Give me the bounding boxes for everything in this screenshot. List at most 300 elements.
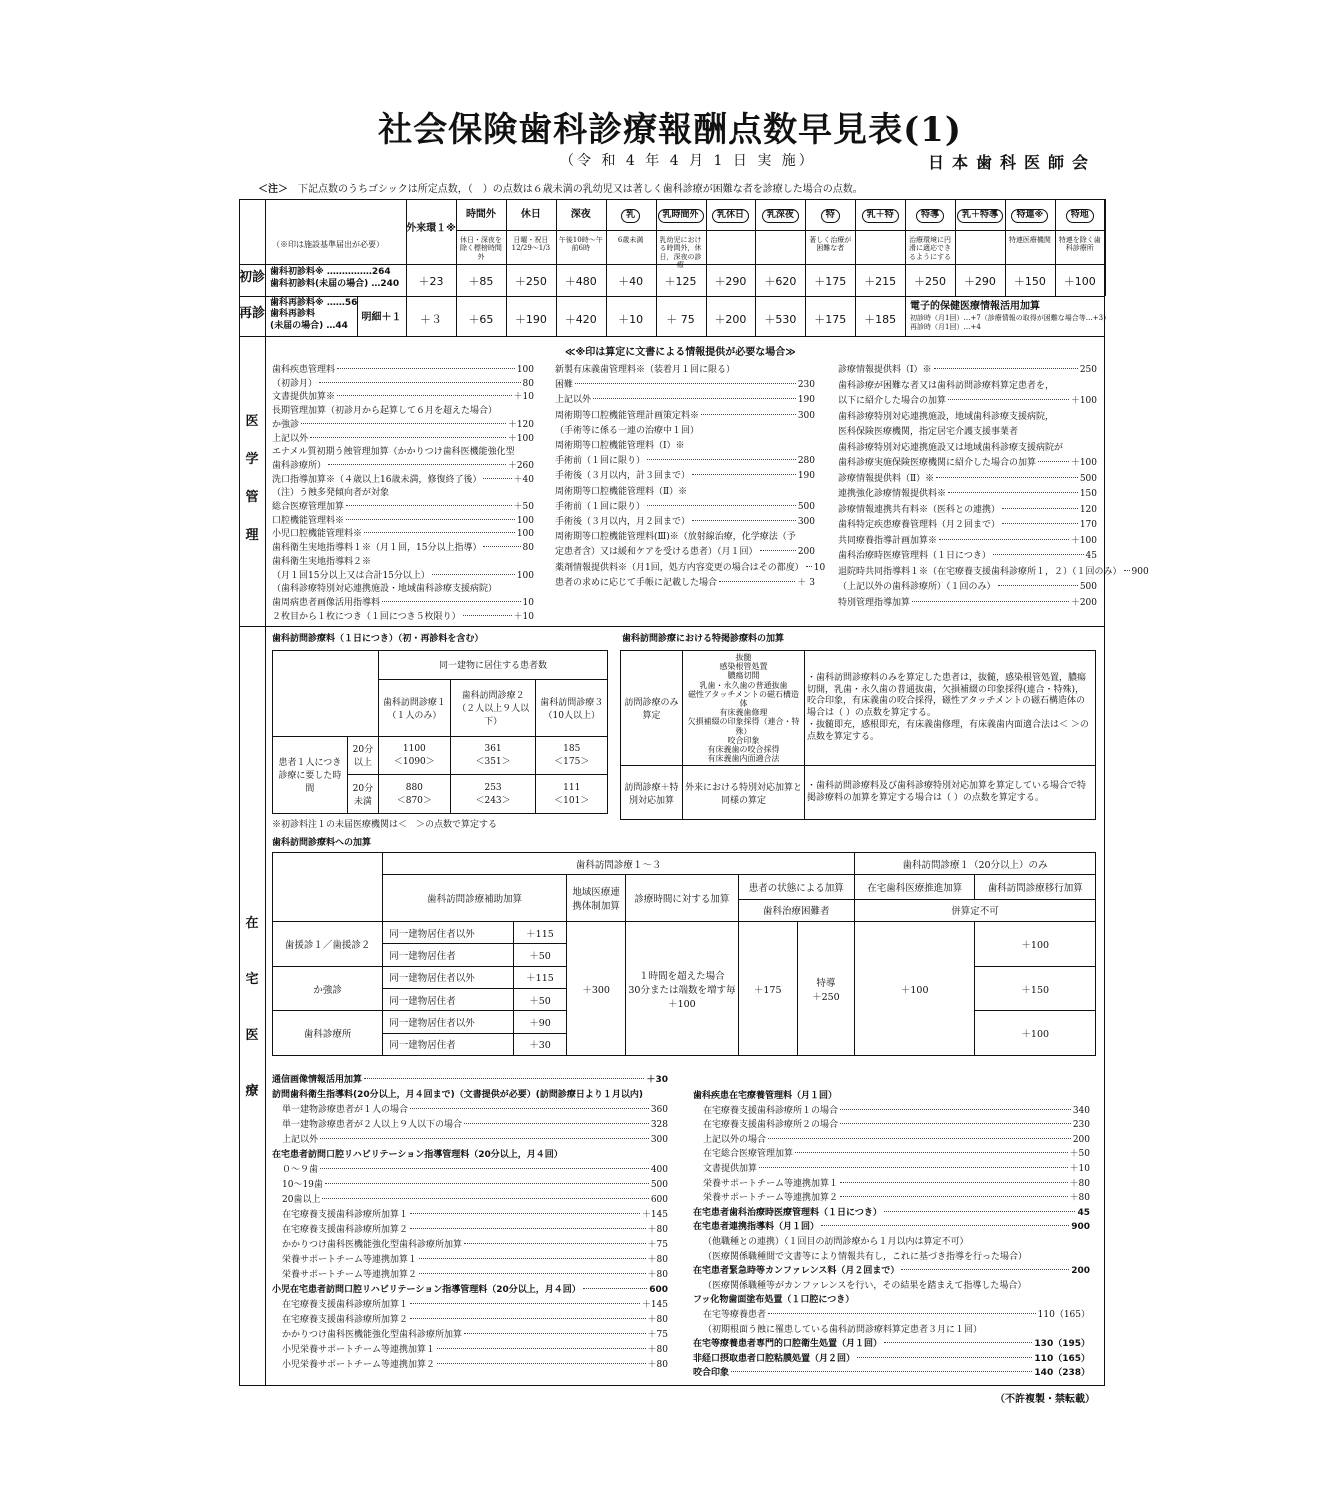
column-header: 特 — [821, 209, 840, 223]
list-item — [703, 1146, 1090, 1159]
list-item-label: 歯科疾患在宅療養管理料（月１回） — [693, 1091, 838, 1101]
list-item-label: 咬合印象 — [693, 1368, 730, 1379]
list-item-label: （上記以外の歯科診療所）（１回のみ） — [838, 582, 996, 592]
list-item-label: 在宅総合医療管理加算 — [703, 1149, 794, 1160]
list-item-value: 45 — [1077, 1207, 1090, 1218]
kasan-chiiki-value: ＋300 — [567, 922, 626, 1056]
list-item — [703, 1132, 1090, 1145]
list-item-value: ＋50 — [1069, 1149, 1090, 1160]
list-item-label: 20歯以上 — [282, 1195, 321, 1205]
leader-dots — [364, 1078, 644, 1079]
list-item — [555, 560, 826, 573]
kasan-sub: 同一建物居住者 — [383, 1033, 514, 1055]
list-item-value: ＋80 — [647, 1225, 668, 1235]
shoshin-value: ＋290 — [714, 275, 747, 288]
section-label-char: 宅 — [245, 972, 259, 987]
list-item — [693, 1336, 1090, 1349]
list-item — [272, 417, 534, 430]
list-item — [838, 455, 1097, 468]
list-item — [693, 1351, 1090, 1364]
leader-dots — [1002, 523, 1078, 524]
list-item — [703, 1278, 1090, 1291]
leader-dots — [884, 1211, 1076, 1212]
leader-dots — [463, 615, 512, 616]
list-item-label: 訪問歯科衛生指導料(20分以上，月４回まで)（文書提供が必要）(訪問診療日より１月以内) — [272, 1090, 643, 1100]
leader-dots — [322, 1198, 648, 1199]
list-item-label: 非経口摂取患者口腔粘膜処置（月２回） — [693, 1353, 856, 1364]
list-item-value: 600 — [649, 1285, 668, 1295]
leader-dots — [337, 368, 515, 369]
saishin-value: ＋200 — [714, 313, 747, 326]
list-item-value: 300 — [650, 1135, 668, 1145]
list-item — [272, 1147, 668, 1160]
list-item-label: （他職種との連携）（１回目の訪問診療から１月以内は算定不可） — [703, 1237, 969, 1247]
row-20up: 20分以上 — [347, 736, 378, 775]
list-item — [282, 1252, 668, 1265]
column-header: 深夜 — [570, 209, 591, 220]
shoshin-value: ＋125 — [664, 275, 697, 288]
list-item-label: 小児栄養サポートチーム等連携加算１ — [282, 1345, 436, 1355]
list-item-value: 500 — [650, 1180, 668, 1190]
list-item-label: フッ化物歯面塗布処置（１口腔につき） — [693, 1295, 855, 1306]
list-item — [703, 1103, 1090, 1116]
leader-dots — [410, 1108, 649, 1109]
list-item-label: 歯科治療時医療管理料（１日につき） — [838, 551, 991, 561]
effective-date: （令 和 4 年 4 月 1 日 実 施） — [560, 153, 816, 169]
list-item-value: 80 — [522, 378, 534, 389]
leader-dots — [759, 1167, 1068, 1168]
list-item-label: かかりつけ歯科医機能強化型歯科診療所加算 — [282, 1240, 463, 1250]
list-item-label: 総合医療管理加算 — [272, 502, 345, 512]
list-item-label: 口腔機能管理料※ — [272, 515, 345, 526]
leader-dots — [437, 1363, 646, 1364]
kasan-ikou-value: ＋100 — [975, 922, 1096, 967]
houmon-value: 111 ＜101＞ — [536, 775, 608, 814]
list-item — [693, 1088, 1090, 1101]
leader-dots — [857, 1357, 1032, 1358]
column-header-cell — [706, 208, 756, 223]
list-item-value: 340 — [1072, 1105, 1090, 1116]
leader-dots — [993, 554, 1084, 555]
column-divider — [1105, 199, 1106, 296]
list-item — [272, 609, 534, 622]
houmon-value: 253 ＜243＞ — [450, 775, 536, 814]
list-item — [555, 484, 815, 497]
column-header: 特導 — [916, 209, 944, 223]
leader-dots — [346, 505, 512, 506]
tokurei-title: 歯科訪問診療における特掲診療料の加算 — [622, 634, 785, 644]
list-item-label: 通信画像情報活用加算 — [272, 1075, 363, 1085]
kasan-suishin: 在宅歯科医療推進加算 — [854, 875, 974, 899]
saishin-value: ＋530 — [764, 313, 797, 326]
leader-dots — [364, 532, 515, 533]
section-label-char: 医 — [245, 1028, 259, 1043]
tokurei-left-2: 訪問診療＋特別対応加算 — [621, 766, 683, 820]
list-item-label: 薬剤情報提供料※（月1回，処方内容変更の場合はその都度） — [555, 562, 804, 573]
leader-dots — [410, 1213, 640, 1214]
list-item-label: 栄養サポートチーム等連携加算１ — [282, 1255, 418, 1265]
list-item-label: （注）う蝕多発傾向者が対象 — [272, 488, 390, 499]
shoshin-value: ＋175 — [814, 275, 847, 288]
list-item-label: 共同療養指導計画加算※ — [838, 535, 938, 546]
column-header: 時間外 — [465, 209, 496, 220]
list-item-value: ＋10 — [513, 392, 534, 403]
list-item-value: 900 — [1131, 566, 1149, 577]
list-item-label: （初診月） — [272, 378, 318, 389]
list-item-label: 小児栄養サポートチーム等連携加算２ — [282, 1360, 436, 1370]
column-header-cell — [955, 208, 1005, 223]
leader-dots — [432, 574, 515, 575]
leader-dots — [912, 601, 1069, 602]
list-item — [703, 1190, 1090, 1203]
kasan-group: か強診 — [273, 966, 383, 1011]
page-title: 社会保険歯科診療報酬点数早見表(1) — [378, 110, 962, 150]
list-item-label: 歯科診療所） — [272, 460, 327, 471]
shoshin-line: 歯科初診料※ ……………264 — [270, 267, 391, 277]
list-item — [555, 529, 815, 542]
list-item — [838, 393, 1097, 406]
list-item-value: ＋100 — [1070, 458, 1097, 468]
leader-dots — [320, 1168, 649, 1169]
list-item — [282, 1267, 668, 1280]
list-item-value: ＋ 3 — [797, 577, 815, 588]
list-item — [838, 517, 1097, 530]
list-item-value: 500 — [1079, 582, 1097, 592]
list-item-label: 上記以外 — [555, 395, 592, 406]
houmon-title: 歯科訪問診療料（１日につき）（初・再診料を含む） — [272, 634, 484, 644]
list-item — [693, 1205, 1090, 1218]
section-label-char: 管 — [245, 490, 259, 505]
list-item-label: 歯科疾患管理料 — [272, 365, 336, 375]
list-item — [272, 1072, 668, 1085]
column-header-cell — [556, 208, 606, 221]
leader-dots — [948, 492, 1078, 493]
column-header-cell — [1005, 208, 1055, 223]
list-item — [555, 438, 815, 451]
houmon-col-3: 歯科訪問診療３（10人以上） — [536, 679, 608, 736]
column-subheader: 治療環境に円滑に適応できるようにする — [909, 236, 952, 261]
list-item-label: 小児在宅患者訪問口腔リハビリテーション指導管理料（20分以上，月４回） — [272, 1285, 581, 1295]
list-item-label: 在宅患者連携指導料（月１回） — [693, 1222, 820, 1233]
saishin-value: ＋420 — [564, 313, 597, 326]
shoshin-line: 歯科初診料(未届の場合) …240 — [270, 278, 400, 289]
kasan-h2: 歯科訪問診療１（20分以上）のみ — [854, 853, 1095, 875]
kasan-value: ＋115 — [513, 966, 566, 988]
list-item-label: 特別管理指導加算 — [838, 597, 911, 608]
list-item-label: 定患者含）又は緩和ケアを受ける患者）（月１回） — [555, 547, 758, 558]
list-item-value: 360 — [650, 1105, 668, 1115]
list-item — [282, 1222, 668, 1235]
list-item-label: 歯科衛生実地指導料２※ — [272, 556, 372, 567]
column-subheader: 著しく治療が困難な者 — [809, 236, 852, 253]
kasan-sub: 同一建物居住者以外 — [383, 922, 514, 944]
list-item — [703, 1249, 1090, 1262]
leader-dots — [731, 1371, 1032, 1372]
leader-dots — [760, 550, 796, 551]
leader-dots — [437, 1348, 646, 1349]
kasan-hosyo: 歯科訪問診療補助加算 — [383, 875, 567, 922]
column-header-cell — [905, 208, 955, 223]
column-header: 乳 — [621, 209, 640, 223]
kasan-tokudo-value: 特導 ＋250 — [797, 922, 854, 1056]
list-item-value: ＋100 — [1070, 535, 1097, 546]
list-item-label: 歯科診療が困難な者又は歯科訪問診療料算定患者を， — [838, 380, 1055, 391]
list-item-value: ＋75 — [647, 1330, 668, 1340]
column-header: 乳休日 — [712, 209, 749, 223]
list-item — [838, 502, 1097, 515]
list-item-label: 在宅療養支援歯科診療所加算１ — [282, 1210, 409, 1220]
list-item — [282, 1117, 668, 1130]
list-item-value: 250 — [1079, 365, 1097, 375]
list-item-label: 栄養サポートチーム等連携加算１ — [703, 1178, 839, 1189]
shoshin-value: ＋40 — [618, 275, 644, 288]
organization-name: 日本歯科医師会 — [928, 153, 1097, 172]
column-header-cell — [456, 208, 506, 221]
list-item-value: ＋50 — [513, 502, 534, 512]
list-item — [555, 499, 815, 512]
shoshin-note: ※初診料注１の未届医療機関は＜ ＞の点数で算定する — [272, 820, 498, 830]
leader-dots — [840, 1182, 1068, 1183]
list-item-label: 上記以外の場合 — [703, 1134, 767, 1145]
leader-dots — [1002, 508, 1078, 509]
list-item-label: 洗口指導加算※（４歳以上16歳未満，修復終了後） — [272, 474, 482, 485]
shoshin-value: ＋480 — [564, 275, 597, 288]
list-item-label: 以下に紹介した場合の加算 — [838, 396, 947, 406]
kasan-group: 歯科診療所 — [273, 1011, 383, 1056]
leader-dots — [692, 520, 796, 521]
kasan-jikan: 診療時間に対する加算 — [626, 875, 738, 922]
list-item-label: 文書提供加算 — [703, 1164, 758, 1174]
tokurei-right-2: ・歯科訪問診療料及び歯科診療特別対応加算を算定している場合で特掲診療料の加算を算定する場合は（ ）の点数を算定する。 — [805, 766, 1096, 820]
saishin-value: ＋ 75 — [666, 313, 695, 326]
column-header-cell — [855, 208, 905, 223]
leader-dots — [795, 1152, 1068, 1153]
leader-dots — [419, 1258, 646, 1259]
list-item-label: ０〜９歯 — [282, 1165, 319, 1175]
leader-dots — [701, 414, 796, 415]
list-item-value: 200 — [1071, 1266, 1090, 1277]
section-label-char: 医 — [245, 414, 259, 429]
list-item — [272, 431, 534, 444]
list-item — [282, 1237, 668, 1250]
list-item — [703, 1176, 1090, 1189]
saishin-line: 歯科再診料※ ……56 — [270, 298, 358, 308]
list-item-value: ＋80 — [647, 1255, 668, 1265]
houmon-value: 185 ＜175＞ — [536, 736, 608, 775]
shoshin-items — [270, 267, 399, 290]
saishin-items — [270, 298, 357, 332]
list-item — [555, 468, 815, 481]
column-header: 特地 — [1066, 209, 1094, 223]
list-item — [555, 408, 815, 421]
note — [258, 180, 863, 195]
list-item-value: ＋75 — [647, 1240, 668, 1250]
list-item — [693, 1365, 1090, 1378]
leader-dots — [768, 1313, 1036, 1314]
saishin-line: 歯科再診料 — [270, 309, 316, 320]
list-item-value: 400 — [650, 1165, 668, 1175]
kasan-title: 歯科訪問診療料への加算 — [272, 838, 372, 848]
leader-dots — [410, 1303, 640, 1304]
list-item-value: 10 — [813, 562, 826, 573]
list-item — [703, 1117, 1090, 1130]
leader-dots — [840, 1123, 1071, 1124]
column-header-cell — [805, 208, 855, 223]
leader-dots — [593, 398, 796, 399]
leader-dots — [934, 368, 1078, 369]
igaku-header: ≪※印は算定に文書による情報提供が必要な場合≫ — [565, 347, 796, 358]
houmon-col-1: 歯科訪問診療１（１人のみ） — [379, 679, 451, 736]
list-item-value: 170 — [1079, 520, 1097, 530]
list-item — [272, 581, 534, 594]
list-item-label: 在宅患者訪問口腔リハビリテーション指導管理料（20分以上，月４回） — [272, 1150, 563, 1160]
saishin-value: ＋65 — [468, 313, 494, 326]
column-header: 特連※ — [1011, 209, 1048, 223]
list-item — [272, 458, 534, 471]
list-item — [282, 1357, 668, 1370]
leader-dots — [840, 1109, 1071, 1110]
list-item-value: ＋120 — [507, 419, 534, 430]
list-item — [693, 1292, 1090, 1305]
list-item-value: ＋80 — [647, 1345, 668, 1355]
list-item — [272, 1087, 668, 1100]
list-item — [838, 424, 1097, 437]
kasan-heisan: 併算定不可 — [854, 899, 1095, 921]
list-item-value: 230 — [1072, 1120, 1090, 1131]
list-item-label: 在宅療養支援歯科診療所２の場合 — [703, 1120, 839, 1131]
leader-dots — [325, 1183, 649, 1184]
shoshin-value: ＋215 — [864, 275, 897, 288]
list-item-label: 手術後（３月以内，計３回まで） — [555, 471, 691, 482]
list-item-label: 新製有床義歯管理料※（装着月１回に限る） — [555, 365, 736, 375]
saishin-value: ＋175 — [814, 313, 847, 326]
list-item-value: 110（165） — [1037, 1310, 1090, 1320]
saishin-label: 再診 — [239, 306, 266, 321]
list-item-value: 230 — [797, 380, 815, 391]
denshi-title: 電子的保健医療情報活用加算 — [910, 301, 1040, 312]
list-item — [272, 513, 534, 526]
kasan-ikou: 歯科訪問診療移行加算 — [975, 875, 1096, 899]
list-item-value: 100 — [516, 529, 534, 540]
list-item-label: 診療情報提供料（Ⅱ）※ — [838, 473, 935, 484]
list-item-label: 在宅患者歯科治療時医療管理料（１日につき） — [693, 1207, 882, 1218]
houmon-value: 880 ＜870＞ — [379, 775, 451, 814]
list-item — [272, 362, 534, 375]
list-item — [272, 376, 534, 389]
list-item-value: 120 — [1079, 504, 1097, 515]
list-item — [555, 544, 815, 557]
list-item-value: ＋145 — [641, 1210, 668, 1220]
list-item-label: 手術後（３月以内，月２回まで） — [555, 517, 691, 527]
houmon-col-2: 歯科訪問診療２（２人以上９人以下） — [450, 679, 536, 736]
leader-dots — [768, 1138, 1071, 1139]
saishin-section-label — [239, 302, 265, 321]
list-item — [272, 389, 534, 402]
list-item — [282, 1102, 668, 1115]
list-item-label: 単一建物診療患者が２人以上９人以下の場合 — [282, 1120, 463, 1130]
patient-time-label: 患者１人につき診療に要した時間 — [273, 736, 348, 813]
list-item-value: 100 — [516, 515, 534, 526]
column-header-cell — [606, 208, 656, 223]
kasan-value: ＋50 — [513, 989, 566, 1011]
leader-dots — [939, 539, 1069, 540]
note-prefix: ＜注＞ — [258, 184, 288, 195]
section-label-char: 理 — [245, 528, 259, 543]
list-item-label: 歯科診療特別対応連携施設，地域歯科診療支援病院， — [838, 411, 1055, 422]
list-item-label: か強診 — [272, 419, 300, 430]
leader-dots — [483, 546, 520, 547]
shoshin-value: ＋250 — [514, 275, 547, 288]
shoshin-value: ＋100 — [1063, 275, 1096, 288]
leader-dots — [301, 423, 506, 424]
list-item-label: （手術等に係る一連の治療中１回） — [555, 425, 700, 436]
leader-dots — [936, 477, 1078, 478]
kasan-sub: 同一建物居住者以外 — [383, 966, 514, 988]
list-item-value: ＋10 — [1069, 1164, 1090, 1174]
tokurei-table — [620, 650, 1096, 820]
list-item — [282, 1327, 668, 1340]
leader-dots — [419, 1273, 646, 1274]
leader-dots — [410, 1228, 646, 1229]
saishin-value: ＋10 — [618, 313, 644, 326]
list-item-label: （初期根面う蝕に罹患している歯科訪問診療料算定患者３月に１回） — [703, 1324, 983, 1335]
list-item-label: 単一建物診療患者が１人の場合 — [282, 1105, 409, 1115]
leader-dots — [692, 474, 796, 475]
list-item-value: 600 — [650, 1195, 668, 1205]
kasan-group: 歯援診１／歯援診２ — [273, 922, 383, 967]
column-header: 乳時間外 — [658, 209, 704, 223]
leader-dots — [884, 1342, 1032, 1343]
houmon-table — [272, 650, 608, 814]
list-item — [272, 403, 534, 416]
leader-dots — [1038, 461, 1069, 462]
list-item-value: 200 — [1072, 1134, 1090, 1145]
list-item-value: 80 — [522, 543, 534, 554]
saishin-value: ＋190 — [514, 313, 547, 326]
list-item-value: 190 — [797, 471, 815, 482]
list-item-label: 栄養サポートチーム等連携加算２ — [282, 1270, 418, 1280]
list-item — [838, 548, 1097, 561]
list-item-label: 文書提供加算※ — [272, 392, 336, 403]
list-item-value: 190 — [797, 395, 815, 406]
leader-dots — [901, 1269, 1069, 1270]
list-item — [272, 499, 534, 512]
column-header-cell — [656, 208, 706, 223]
list-item-label: 医科保険医療機関，指定居宅介護支援事業者 — [838, 427, 1019, 437]
list-item-value: 100 — [516, 365, 534, 375]
list-item-value: 110（165） — [1034, 1353, 1090, 1364]
list-item — [555, 575, 815, 588]
list-item — [838, 378, 1097, 391]
leader-dots — [337, 395, 512, 396]
list-item-label: 周術期等口腔機能管理料（Ⅱ）※ — [555, 486, 688, 497]
list-item — [555, 423, 815, 436]
list-item-label: 歯科診療実施保険医療機関に紹介した場合の加算 — [838, 458, 1037, 468]
same-building-header: 同一建物に居住する患者数 — [379, 651, 608, 680]
list-item — [282, 1207, 668, 1220]
list-item-label: かかりつけ歯科医機能強化型歯科診療所加算 — [282, 1330, 463, 1340]
column-subheader: 休日・深夜を除く標榜時間外 — [459, 236, 502, 261]
kasan-value: ＋50 — [513, 944, 566, 966]
shoshin-value: ＋290 — [963, 275, 996, 288]
list-item — [282, 1177, 668, 1190]
shoshin-label: 初診 — [239, 270, 266, 285]
list-item-label: 在宅療養支援歯科診療所加算１ — [282, 1300, 409, 1310]
column-header-cell — [1055, 208, 1105, 223]
leader-dots — [382, 601, 521, 602]
list-item — [838, 533, 1097, 546]
list-item-label: 上記以外 — [282, 1135, 319, 1145]
